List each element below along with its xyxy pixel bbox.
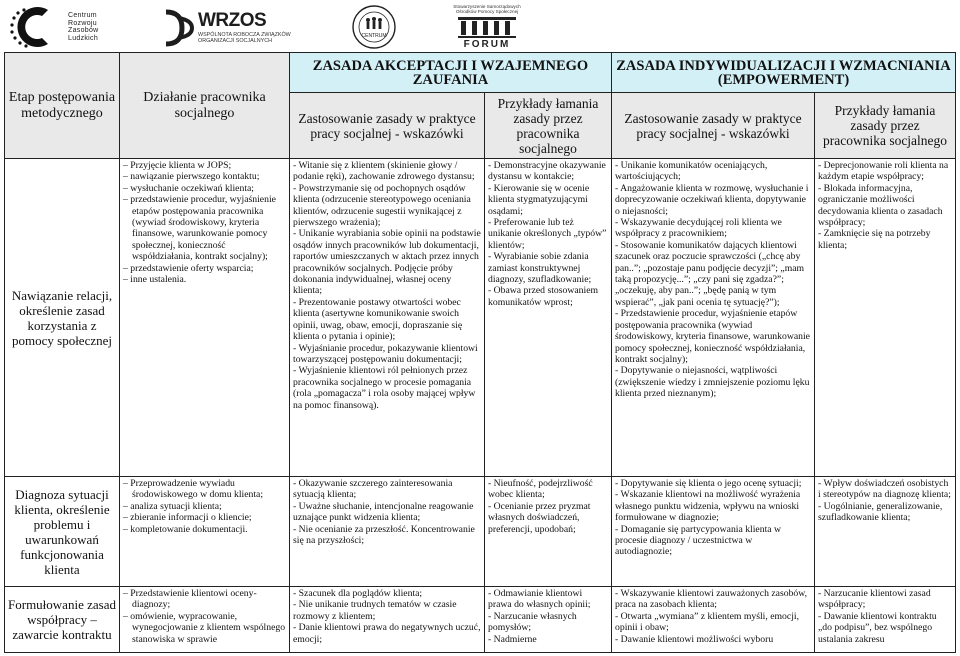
p2-apply-cell <box>612 587 815 653</box>
stage-cell: Diagnoza sytuacji klienta, określenie problemu i uwarunkowań funkcjonowania klienta <box>5 477 120 587</box>
forum-logo <box>452 4 522 50</box>
header-principle-individualization: ZASADA INDYWIDUALIZACJI I WZMACNIANIA (EMPOWERMENT) <box>612 53 956 93</box>
p1-apply-cell <box>290 587 485 653</box>
list-item: - Obawa przed stosowaniem komunikatów wprost; <box>488 285 599 308</box>
list-item: - Otwarta „wymiana” z klientem myśli, emocji, opinii i obaw; <box>615 610 800 634</box>
logo-bar <box>0 0 960 52</box>
list-item: – Przedstawienie klientowi oceny-diagnozy; <box>123 588 286 611</box>
list-item: - Powstrzymanie się od pochopnych osądów klienta (odrzucenie stereotypowego oceniania klientów, odrzucenie sugestii wynikającej z pierwszego wrażenia); <box>293 182 471 229</box>
list-item: - Prezentowanie postawy otwartości wobec klienta (asertywne komunikowanie swoich opinii, uwag, obaw, emocji, dopraszanie się klienta o pytania i opinie); <box>293 296 463 343</box>
forum-subtitle: Stowarzyszenie Samorządowych Ośrodków Pomocy Społecznej <box>453 4 521 14</box>
stage-cell: Nawiązanie relacji, określenie zasad korzystania z pomocy społecznej <box>5 159 120 477</box>
p1-breach-cell <box>485 159 612 477</box>
p1-apply-cell <box>290 477 485 587</box>
list-item: – Przeprowadzenie wywiadu środowiskowego w domu klienta; <box>123 478 286 501</box>
header-apply-2: Zastosowanie zasady w praktyce pracy socjalnej - wskazówki <box>612 93 815 159</box>
header-breach-2: Przykłady łamania zasady przez pracownika socjalnego <box>815 93 956 159</box>
list-item: – wysłuchanie oczekiwań klienta; <box>123 183 286 194</box>
list-item: – inne ustalenia. <box>123 274 286 285</box>
p2-breach-cell <box>815 587 956 653</box>
wrzos-logo <box>162 4 312 50</box>
crzl-logo <box>8 4 158 50</box>
header-breach-1: Przykłady łamania zasady przez pracownika socjalnego <box>485 93 612 159</box>
list-item: - Nie ocenianie za przeszłość. Koncentrowanie się na przyszłości; <box>293 523 475 547</box>
list-item: - Wyrabianie sobie zdania zamiast konstruktywnej diagnozy, szufladkowanie; <box>488 251 592 286</box>
list-item: - Okazywanie szczerego zainteresowania sytuacją klienta; <box>293 478 453 501</box>
header-row-principles <box>5 53 956 93</box>
list-item: - Stosowanie komunikatów dających klientowi szacunek oraz poczucie sprawczości („chcę aby pan..”; „pozostaje panu podjęcie decyzji”; „mam taką propozycję...”; „czy pani się zgadza?”; „oczekuję, aby pan..”; „będę panią w tym wspierać”, „jak pani ocenia tę sytuację?”); <box>615 239 805 308</box>
list-item: - Nieufność, podejrzliwość wobec klienta; <box>488 478 593 501</box>
list-item: - Angażowanie klienta w rozmowę, wysłuchanie i doprecyzowanie oczekiwań klienta, dopytywanie o niejasności; <box>615 182 809 217</box>
seal-icon <box>350 4 398 50</box>
list-item: - Unikanie komunikatów oceniających, wartościujących; <box>615 160 768 183</box>
seal-text: CENTRUM <box>361 33 387 39</box>
list-item: - Dopytywanie o niejasności, wątpliwości (zwiększenie wiedzy i zmniejszenie poziomu lęku klienta przed nieznanym); <box>615 365 810 400</box>
list-item: – analiza sytuacji klienta; <box>123 501 286 512</box>
list-item: – kompletowanie dokumentacji. <box>123 524 286 535</box>
wrzos-name: WRZOS <box>198 10 267 31</box>
p1-breach-cell <box>485 477 612 587</box>
list-item: - Szacunek dla poglądów klienta; <box>293 588 423 599</box>
list-item: - Narzucanie własnych pomysłów; <box>488 610 577 634</box>
actions-cell <box>120 159 290 477</box>
crzl-emblem-icon <box>8 4 66 50</box>
list-item: – zbieranie informacji o kliencie; <box>123 512 286 523</box>
header-action: Działanie pracownika socjalnego <box>120 53 290 159</box>
list-item: – przedstawienie oferty wsparcia; <box>123 263 286 274</box>
methodology-table <box>4 52 956 653</box>
list-item: - Wyjaśnienie klientowi ról pełnionych przez pracownika socjalnego w procesie pomagania (rola „pomagacza” i rola osoby mającej wpływ na pomoc finansową). <box>293 365 476 411</box>
actions-cell <box>120 477 290 587</box>
stage-cell: Formułowanie zasad współpracy – zawarcie kontraktu <box>5 587 120 653</box>
list-item: - Odmawianie klientowi prawa do własnych opinii; <box>488 588 591 611</box>
p2-breach-cell <box>815 159 956 477</box>
p2-apply-cell <box>612 477 815 587</box>
table-row <box>5 159 956 477</box>
p2-apply-cell <box>612 159 815 477</box>
crzl-text: Centrum Rozwoju Zasobów Ludzkich <box>68 12 99 42</box>
list-item: - Wskazywanie decydującej roli klienta we współpracy z pracownikiem; <box>615 217 782 240</box>
header-apply-1: Zastosowanie zasady w praktyce pracy socjalnej - wskazówki <box>290 93 485 159</box>
centrum-seal-logo <box>350 4 398 50</box>
list-item: - Wskazanie klientowi na możliwość wyrażenia własnego punktu widzenia, wpływu na wnioski formułowane w diagnozie; <box>615 489 801 524</box>
list-item: - Demonstracyjne okazywanie dystansu w kontakcie; <box>488 160 606 183</box>
list-item: - Uogólnianie, generalizowanie, szufladkowanie klienta; <box>818 500 943 524</box>
p2-breach-cell <box>815 477 956 587</box>
list-item: - Nadmierne <box>488 633 537 645</box>
list-item: - Przedstawienie procedur, wyjaśnienie etapów postępowania pracownika (wywiad środowiskowy, kryteria finansowe, warunkowanie pomocy społecznej, konieczność współdziałania, kontrakt socjalny); <box>615 308 810 365</box>
list-item: - Preferowanie lub też unikanie określonych „typów” klientów; <box>488 217 607 251</box>
list-item: - Nie unikanie trudnych tematów w czasie rozmowy z klientem; <box>293 599 457 622</box>
forum-word: FORUM <box>463 39 511 50</box>
list-item: - Kierowanie się w ocenie klienta stygmatyzującymi osądami; <box>488 182 590 217</box>
list-item: - Dopytywanie się klienta o jego ocenę sytuacji; <box>615 478 802 489</box>
list-item: – przedstawienie procedur, wyjaśnienie etapów postępowania pracownika (wywiad środowiskowy, kryteria finansowe, warunkowanie pomocy społecznej, konieczność współdziałania, kontrakt socjalny); <box>123 194 286 262</box>
wrzos-subtitle: WSPÓLNOTA ROBOCZA ZWIĄZKÓW ORGANIZACJI SOCJALNYCH <box>198 32 291 44</box>
list-item: - Wskazywanie klientowi zauważonych zasobów, praca na zasobach klienta; <box>615 588 808 611</box>
table-row <box>5 587 956 653</box>
p1-breach-cell <box>485 587 612 653</box>
header-stage: Etap postępowania metodycznego <box>5 53 120 159</box>
list-item: - Domaganie się partycypowania klienta w procesie diagnozy / uczestnictwa w autodiagnozie; <box>615 523 781 558</box>
header-principle-acceptance: ZASADA AKCEPTACJI I WZAJEMNEGO ZAUFANIA <box>290 53 612 93</box>
list-item: - Witanie się z klientem (skinienie głowy / podanie ręki), zachowanie zdrowego dystansu; <box>293 160 475 183</box>
list-item: – nawiązanie pierwszego kontaktu; <box>123 171 286 182</box>
list-item: - Ocenianie przez pryzmat własnych doświadczeń, preferencji, upodobań; <box>488 500 591 535</box>
list-item: - Deprecjonowanie roli klienta na każdym etapie współpracy; <box>818 160 949 183</box>
list-item: - Narzucanie klientowi zasad współpracy; <box>818 588 931 611</box>
list-item: - Dawanie klientowi możliwości wyboru <box>615 633 774 645</box>
list-item: - Unikanie wyrabiania sobie opinii na podstawie osądów innych pracowników lub dokumentacji, raportów umieszczanych w aktach przez innych pracowników socjalnych. Podjęcie próby dokonania indywidualnej, własnej oceny klienta; <box>293 228 481 297</box>
list-item: – omówienie, wypracowanie, wynegocjowanie z klientem wspólnego stanowiska w sprawie <box>123 611 286 645</box>
p1-apply-cell <box>290 159 485 477</box>
forum-columns-icon <box>452 15 522 39</box>
list-item: - Dawanie klientowi kontraktu „do podpisu”, bez wspólnego ustalania zakresu <box>818 610 937 645</box>
actions-cell <box>120 587 290 653</box>
list-item: - Danie klientowi prawa do negatywnych uczuć, emocji; <box>293 622 481 645</box>
list-item: - Uważne słuchanie, intencjonalne reagowanie uznające punkt widzenia klienta; <box>293 500 474 524</box>
list-item: - Blokada informacyjna, ograniczanie możliwości decydowania klienta o zasadach współpracy; <box>818 182 943 229</box>
wrzos-emblem-icon <box>162 8 196 48</box>
list-item: - Zamknięcie się na potrzeby klienta; <box>818 228 931 251</box>
list-item: - Wyjaśnianie procedur, pokazywanie klientowi towarzyszącej postępowaniu dokumentacji; <box>293 342 478 365</box>
list-item: - Wpływ doświadczeń osobistych i stereotypów na diagnozę klienta; <box>818 478 951 501</box>
list-item: – Przyjęcie klienta w JOPS; <box>123 160 286 171</box>
table-row <box>5 477 956 587</box>
